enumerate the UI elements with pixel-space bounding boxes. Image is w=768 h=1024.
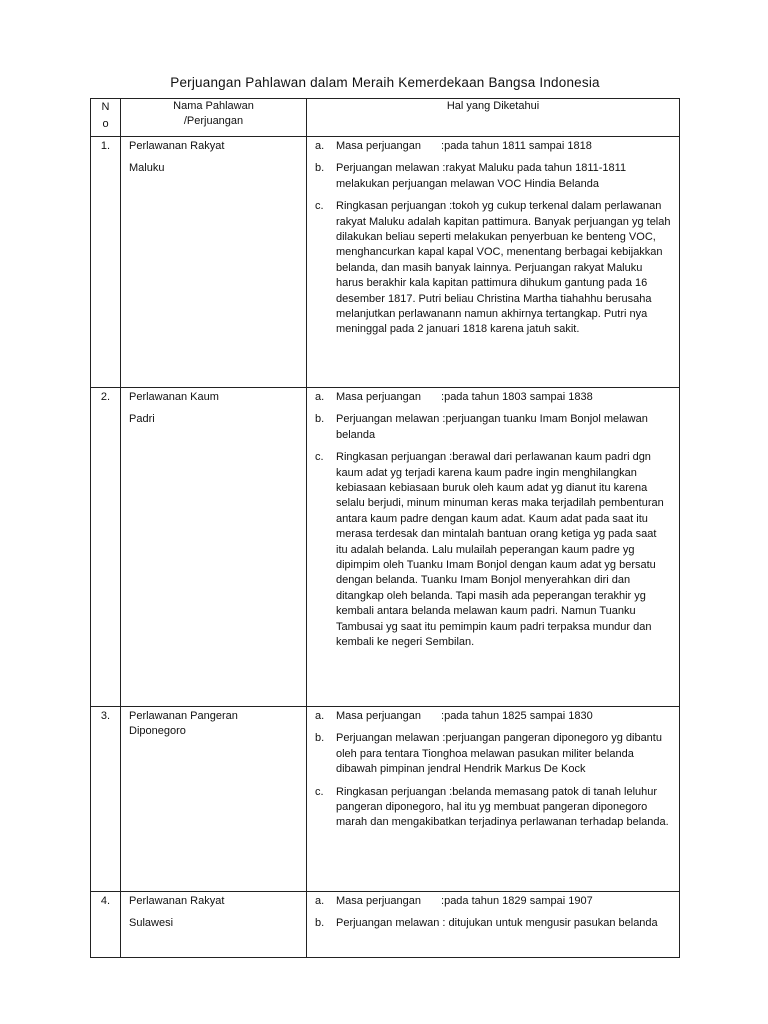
info-cell [307,137,680,388]
info-item-b [315,731,671,777]
header-name [121,99,307,137]
header-no-line1: N [101,101,110,113]
info-item-b [315,916,671,931]
header-info: Hal yang Diketahui [307,99,680,137]
info-item-b [315,161,671,192]
item-value: :pada tahun 1803 sampai 1838 [441,391,593,403]
table-row [91,388,680,707]
hero-name-line2: Padri [129,413,155,426]
item-marker: b. [315,732,325,745]
hero-name-line1: Perlawanan Rakyat [129,895,225,907]
info-item-c [315,785,671,831]
item-text: Perjuangan melawan :perjuangan tuanku Imam Bonjol melawan belanda [336,413,648,441]
item-value: :pada tahun 1829 sampai 1907 [441,895,593,907]
table-row [91,707,680,892]
item-marker: a. [315,391,325,403]
hero-name-line2: Maluku [129,162,165,175]
hero-name-line1: Perlawanan Pangeran [129,710,238,722]
item-value: :pada tahun 1811 sampai 1818 [441,140,592,152]
hero-name-line1: Perlawanan Rakyat [129,140,225,152]
hero-name-cell [121,388,307,707]
header-name-line1: Nama Pahlawan [173,100,254,112]
item-label: Masa perjuangan [336,895,422,907]
header-name-line2: /Perjuangan [183,115,244,127]
table-header-row [91,99,680,137]
info-item-a [315,390,671,405]
header-no [91,99,121,137]
item-marker: c. [315,451,324,464]
info-item-c [315,199,671,338]
item-marker: a. [315,710,325,722]
row-number: 2. [91,388,121,707]
hero-name-cell [121,707,307,892]
row-number: 3. [91,707,121,892]
hero-table [90,98,680,958]
item-label: Masa perjuangan [336,710,422,722]
item-marker: c. [315,785,324,798]
info-item-a [315,894,671,909]
item-value: :pada tahun 1825 sampai 1830 [441,710,593,722]
hero-name-line2: Sulawesi [129,917,174,930]
item-marker: a. [315,140,325,152]
info-cell [307,707,680,892]
item-label: Masa perjuangan [336,391,422,403]
hero-name-cell [121,137,307,388]
info-cell [307,892,680,958]
row-number: 1. [91,137,121,388]
hero-name-cell [121,892,307,958]
info-item-b [315,412,671,443]
item-text: Perjuangan melawan :perjuangan pangeran diponegoro yg dibantu oleh para tentara Tionghoa melawan pasukan militer belanda dibawah pimpinan jendral Hendrik Markus De Kock [336,732,662,776]
table-row [91,137,680,388]
row-number: 4. [91,892,121,958]
item-marker: b. [315,413,325,426]
item-text: Perjuangan melawan : ditujukan untuk mengusir pasukan belanda [336,917,658,930]
item-text: Ringkasan perjuangan :tokoh yg cukup terkenal dalam perlawanan rakyat Maluku adalah kapitan pattimura. Banyak perjuangan yg telah dilakukan beliau seperti melakukan penyerbuan ke benteng VOC, menghancurkan kapal kapal VOC, menentang berbagai kebijakkan belanda, dan masih banyak lainnya. Perjuangan rakyat Maluku harus berakhir kala kapitan pattimura dihukum gantung pada 16 desember 1817. Putri beliau Christina Martha tiahahhu berusaha melanjutkan perlawanann namun akhirnya tertangkap. Putri nya meninggal pada 2 januari 1818 karena jatuh sakit. [336,200,671,336]
info-item-c [315,450,671,650]
item-marker: b. [315,917,325,930]
hero-name-line2: Diponegoro [129,725,186,738]
hero-name-line1: Perlawanan Kaum [129,391,219,403]
item-text: Ringkasan perjuangan :berawal dari perlawanan kaum padri dgn kaum adat yg terjadi karena kaum padre ingin menghilangkan kebiasaan kebiasaan buruk oleh kaum adat yg dianut itu karena selalu berjudi, minum minuman keras maka terjadilah pembenturan antara kaum padre dengan kaum adat. Kaum adat pada saat itu merasa terdesak dan mintalah bantuan orang ketiga yg pada saat itu adalah belanda. Lalu mulailah peperangan kaum padre yg dipimpim oleh Tuanku Imam Bonjol dengan kaum adat yg bersatu dengan belanda. Tuanku Imam Bonjol menyerahkan diri dan ditangkap oleh belanda. Tapi masih ada peperangan terakhir yg kembali antara belanda melawan kaum padri. Namun Tuanku Tambusai yg saat itu pemimpin kaum padri terpaksa mundur dan kembali ke negeri Sembilan. [336,451,664,649]
item-text: Ringkasan perjuangan :belanda memasang patok di tanah leluhur pangeran diponegoro, hal itu yg membuat pangeran diponegoro marah dan mengakibatkan terjadinya perlawanan terhadap belanda. [336,785,669,829]
info-item-a [315,139,671,154]
item-label: Masa perjuangan [336,140,422,152]
item-marker: a. [315,895,325,907]
item-marker: c. [315,200,324,213]
info-item-a [315,709,671,724]
info-cell [307,388,680,707]
item-marker: b. [315,162,325,175]
item-text: Perjuangan melawan :rakyat Maluku pada tahun 1811-1811 melakukan perjuangan melawan VOC Hindia Belanda [336,162,627,190]
header-no-line2: o [102,118,109,130]
table-row [91,892,680,958]
document-title: Perjuangan Pahlawan dalam Meraih Kemerdekaan Bangsa Indonesia [170,75,600,90]
